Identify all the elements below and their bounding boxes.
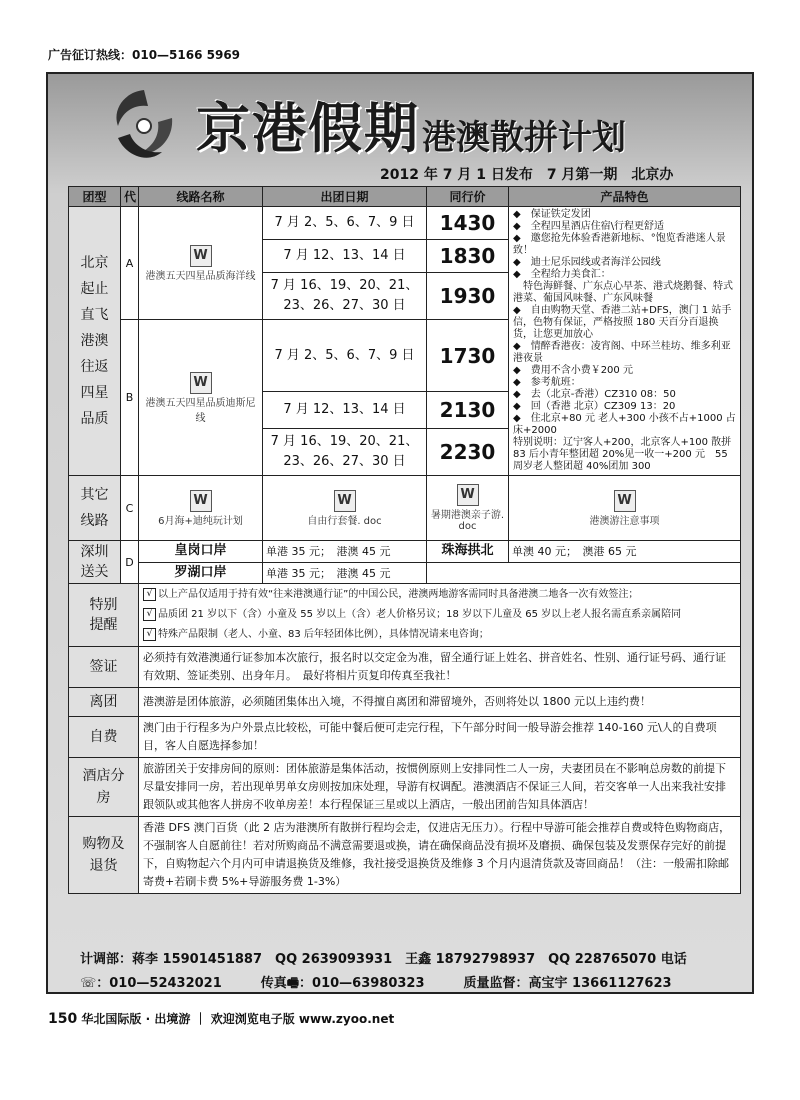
issue-info: 2012 年 7 月 1 日发布 7 月第一期 北京办 <box>380 167 674 183</box>
note-text-reminder <box>139 584 741 647</box>
header-cell: 线路名称 <box>139 187 263 207</box>
feature-item: ◆ 邀您抢先体验香港新地标、°饱览香港迷人景致！ <box>513 233 726 256</box>
doc-name: 暑期港澳亲子游. doc <box>430 510 505 532</box>
product-features <box>509 207 741 476</box>
checkbox-checked-icon: √ <box>143 608 156 621</box>
word-doc-icon: W <box>190 245 212 267</box>
note-text-hotel: 旅游团关于安排房间的原则：团体旅游是集体活动，按惯例原则上安排同性二人一房，夫妻团员在不影响总房数的前提下尽量安排同一房，若出现单男单女房则按加床处理，导游有权调配。港澳酒店不保证三人间，若交客单一人出来我社安排跟领队或其他客人拼房不收单房差！本行程保证三星或以上酒店，一般出团前告知具体酒店！ <box>139 758 741 817</box>
table-row <box>69 476 741 541</box>
price-cell: 1430 <box>427 207 509 240</box>
date-cell: 7 月 2、5、6、7、9 日 <box>263 320 427 392</box>
header-cell: 产品特色 <box>509 187 741 207</box>
note-label-shopping: 购物及 退货 <box>69 817 139 894</box>
feature-item: ◆ 住北京+80 元 老人+300 小孩不占+1000 占床+2000 <box>513 413 736 436</box>
reminder-text: 以上产品仅适用于持有效“往来港澳通行证”的中国公民，港澳两地游客需同时具备港澳二地各一次有效签注； <box>158 589 639 600</box>
note-text-visa: 必须持有效港澳通行证参加本次旅行，报名时以交定金为准，留全通行证上姓名、拼音姓名、性别、通行证号码、通行证有效期、签证类别、出身年月。 最好将相片页复印传真至我社！ <box>139 647 741 688</box>
table-row <box>69 688 741 717</box>
feature-item: ◆ 保证铁定发团 <box>513 209 591 220</box>
header-cell: 同行价 <box>427 187 509 207</box>
date-cell: 7 月 12、13、14 日 <box>263 240 427 273</box>
price-cell: 2230 <box>427 429 509 476</box>
line-code-b: B <box>121 320 139 476</box>
doc-link-b[interactable] <box>139 320 263 476</box>
word-doc-icon: W <box>457 484 479 506</box>
doc-link-c2[interactable] <box>263 476 427 541</box>
table-row <box>69 758 741 817</box>
contact-line-2: ☏：010—52432021 传真🖷：010—63980323 质量监督：高宝宇 13661127623 <box>80 976 672 991</box>
list-item <box>143 605 736 625</box>
word-doc-icon: W <box>190 372 212 394</box>
doc-link-c1[interactable] <box>139 476 263 541</box>
empty-cell <box>427 562 741 584</box>
date-cell: 7 月 16、19、20、21、 23、26、27、30 日 <box>263 429 427 476</box>
company-logo-icon <box>104 82 184 168</box>
footer-text: 华北国际版 · 出境游 ｜ 欢迎浏览电子版 www.zyoo.net <box>81 1012 395 1026</box>
table-row <box>69 541 741 563</box>
note-text-shopping: 香港 DFS 澳门百货（此 2 店为港澳所有散拼行程均会走，仅进店无压力）。行程中导游可能会推荐自费或特色购物商店，不强制客人自愿前往！若对所购商品不满意需要退或换，请在确保商品没有损坏及磨损、确保包装及发票保存完好的前提下，自购物起六个月内可申请退换货及维修，我社接受退换货及维修 3 个月内退清货款及寄回商品！（注：一般需扣除邮寄费+若刷卡费 5%+导游服务费 1-3%） <box>139 817 741 894</box>
doc-name: 港澳五天四星品质迪斯尼线 <box>145 397 256 424</box>
header-cell: 团型 <box>69 187 121 207</box>
page-footer <box>48 1010 394 1027</box>
line-code-d: D <box>121 541 139 584</box>
port-price: 单港 35 元； 港澳 45 元 <box>263 541 427 563</box>
main-title: 京港假期 <box>196 96 420 160</box>
group-type-other: 其它 线路 <box>69 476 121 541</box>
feature-item: ◆ 全程四星酒店住宿\行程更舒适 <box>513 221 665 232</box>
list-item <box>143 625 736 645</box>
doc-name: 港澳游注意事项 <box>589 515 660 527</box>
doc-link-c3[interactable] <box>427 476 509 541</box>
feature-item: ◆ 参考航班： <box>513 377 581 388</box>
table-header-row <box>69 187 741 207</box>
line-code-c: C <box>121 476 139 541</box>
header-cell: 出团日期 <box>263 187 427 207</box>
sub-title: 港澳散拼计划 <box>422 118 626 158</box>
line-code-a: A <box>121 207 139 320</box>
feature-item: ◆ 全程给力美食汇： <box>513 269 611 280</box>
port-name: 罗湖口岸 <box>139 562 263 584</box>
table-row <box>69 817 741 894</box>
table-row <box>69 562 741 584</box>
feature-item: ◆ 情醉香港夜：凌宵阁、中环兰桂坊、维多利亚港夜景 <box>513 341 731 364</box>
group-type-shenzhen: 深圳 送关 <box>69 541 121 584</box>
feature-item: ◆ 去（北京-香港）CZ310 08：50 <box>513 389 676 400</box>
doc-name: 港澳五天四星品质海洋线 <box>145 270 256 282</box>
note-label-leave: 离团 <box>69 688 139 717</box>
note-label-visa: 签证 <box>69 647 139 688</box>
note-text-leave: 港澳游是团体旅游，必须随团集体出入境，不得擅自离团和滞留境外，否则将处以 1800 元以上违约费！ <box>139 688 741 717</box>
contact-line-1: 计调部：蒋李 15901451887 QQ 2639093931 王鑫 18792798937 QQ 228765070 电话 <box>80 952 687 967</box>
feature-item: ◆ 自由购物天堂、香港二站+DFS，澳门 1 站手信，色物有保证，严格按照 180 天百分百退换货，让您更加放心 <box>513 305 732 340</box>
itinerary-table <box>68 186 741 894</box>
doc-link-a[interactable] <box>139 207 263 320</box>
reminder-text: 品质团 21 岁以下（含）小童及 55 岁以上（含）老人价格另议；18 岁以下儿童及 65 岁以上老人报名需直系亲属陪同 <box>158 609 682 620</box>
note-label-hotel: 酒店分 房 <box>69 758 139 817</box>
price-cell: 2130 <box>427 392 509 429</box>
header-cell: 代 <box>121 187 139 207</box>
price-cell: 1930 <box>427 273 509 320</box>
group-type-beijing: 北京 起止 直飞 港澳 往返 四星 品质 <box>69 207 121 476</box>
word-doc-icon: W <box>190 490 212 512</box>
doc-name: 自由行套餐. doc <box>307 515 382 527</box>
doc-name: 6月海+迪纯玩计划 <box>158 515 243 527</box>
feature-item: ◆ 回（香港 北京）CZ309 13：20 <box>513 401 676 412</box>
page-number: 150 <box>48 1011 78 1027</box>
date-cell: 7 月 2、5、6、7、9 日 <box>263 207 427 240</box>
note-text-expense: 澳门由于行程多为户外景点比较松，可能中餐后便可走完行程，下午部分时间一般导游会推荐 140-160 元\人的自费项目，客人自愿选择参加！ <box>139 717 741 758</box>
price-cell: 1730 <box>427 320 509 392</box>
list-item <box>143 585 736 605</box>
note-label-reminder: 特别 提醒 <box>69 584 139 647</box>
zhuhai-port-name: 珠海拱北 <box>427 541 509 563</box>
port-price: 单港 35 元； 港澳 45 元 <box>263 562 427 584</box>
feature-item: 特色海鲜餐、广东点心早茶、港式烧鹅餐、特式港菜、葡国风味餐、广东风味餐 <box>513 281 733 304</box>
note-label-expense: 自费 <box>69 717 139 758</box>
table-row <box>69 647 741 688</box>
date-cell: 7 月 16、19、20、21、 23、26、27、30 日 <box>263 273 427 320</box>
table-row <box>69 584 741 647</box>
doc-link-c4[interactable] <box>509 476 741 541</box>
feature-item: 特别说明：辽宁客人+200，北京客人+100 散拼 83 后小青年整团超 20%见一收一+200 元 55 周岁老人整团超 40%团加 300 <box>513 437 732 472</box>
port-name: 皇岗口岸 <box>139 541 263 563</box>
word-doc-icon: W <box>614 490 636 512</box>
checkbox-checked-icon: √ <box>143 588 156 601</box>
price-cell: 1830 <box>427 240 509 273</box>
checkbox-checked-icon: √ <box>143 628 156 641</box>
zhuhai-port-price: 单澳 40 元； 澳港 65 元 <box>509 541 741 563</box>
date-cell: 7 月 12、13、14 日 <box>263 392 427 429</box>
table-row <box>69 207 741 240</box>
ad-hotline: 广告征订热线：010—5166 5969 <box>48 48 241 62</box>
feature-item: ◆ 费用不含小费￥200 元 <box>513 365 633 376</box>
feature-item: ◆ 迪士尼乐园线或者海洋公园线 <box>513 257 661 268</box>
table-row <box>69 717 741 758</box>
reminder-text: 特殊产品限制（老人、小童、83 后年轻团体比例），具体情况请来电咨询； <box>158 629 489 640</box>
word-doc-icon: W <box>334 490 356 512</box>
